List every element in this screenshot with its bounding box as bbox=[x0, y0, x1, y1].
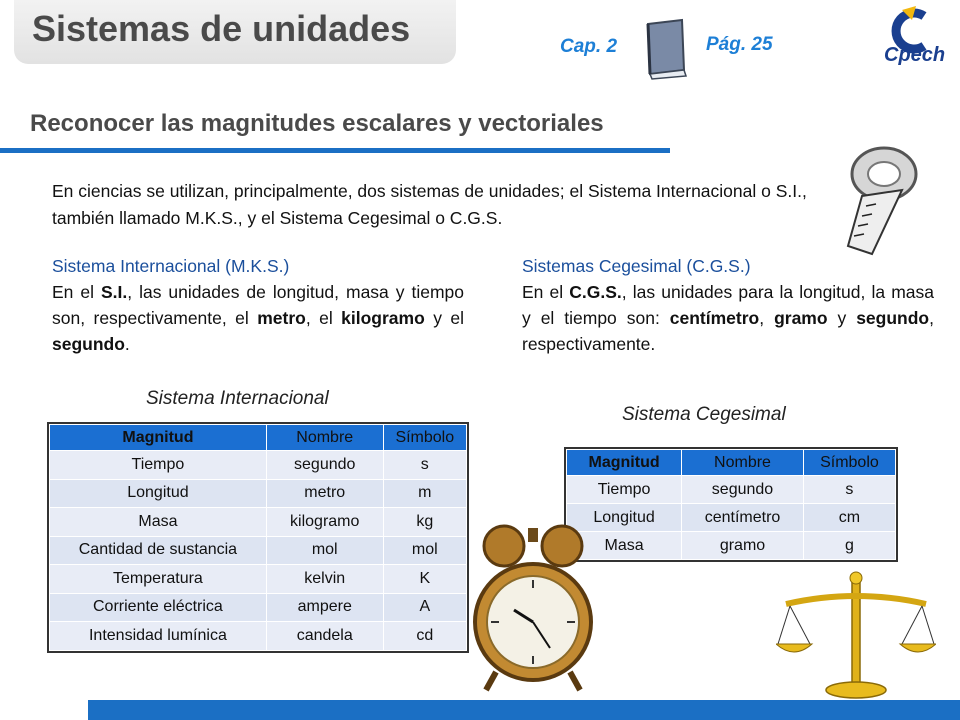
table-row bbox=[567, 532, 896, 560]
cgs-units-table bbox=[566, 449, 896, 560]
cgs-table-caption: Sistema Cegesimal bbox=[622, 404, 786, 425]
si-header-simbolo: Símbolo bbox=[383, 425, 466, 451]
cgs-text-2: , las unidades para la longitud, la masa y el tiempo son: bbox=[522, 282, 935, 328]
table-row bbox=[567, 476, 896, 504]
table-cell: Masa bbox=[50, 508, 267, 537]
table-cell: K bbox=[383, 565, 466, 594]
table-cell: Tiempo bbox=[567, 476, 682, 504]
si-heading: Sistema Internacional (M.K.S.) bbox=[52, 256, 290, 276]
table-cell: kg bbox=[383, 508, 466, 537]
logo-text: Cpech bbox=[884, 44, 946, 66]
cgs-heading: Sistemas Cegesimal (C.G.S.) bbox=[522, 256, 751, 276]
table-row bbox=[50, 565, 467, 594]
cgs-text-4: y bbox=[827, 308, 857, 328]
cgs-description bbox=[522, 253, 934, 357]
si-header-nombre: Nombre bbox=[266, 425, 383, 451]
table-cell: mol bbox=[383, 536, 466, 565]
si-text-5: . bbox=[124, 334, 130, 354]
table-cell: metro bbox=[266, 479, 383, 508]
si-bold-1: S.I. bbox=[100, 282, 128, 302]
table-row bbox=[50, 536, 467, 565]
section-subtitle: Reconocer las magnitudes escalares y vectoriales bbox=[30, 110, 604, 137]
page-label: Pág. 25 bbox=[706, 34, 773, 55]
si-table-caption: Sistema Internacional bbox=[146, 388, 329, 409]
table-row bbox=[50, 593, 467, 622]
table-cell: segundo bbox=[682, 476, 804, 504]
table-cell: segundo bbox=[266, 451, 383, 480]
cgs-bold-3: gramo bbox=[774, 308, 828, 328]
si-text-1: En el bbox=[52, 282, 101, 302]
table-cell: Tiempo bbox=[50, 451, 267, 480]
table-cell: Temperatura bbox=[50, 565, 267, 594]
table-cell: A bbox=[383, 593, 466, 622]
si-text-2: , las unidades de longitud, masa y tiempo son, respectivamente, el bbox=[52, 282, 464, 328]
cgs-bold-1: C.G.S. bbox=[569, 282, 622, 302]
cgs-header-nombre: Nombre bbox=[682, 450, 804, 476]
table-cell: kilogramo bbox=[266, 508, 383, 537]
si-text-3: , el bbox=[305, 308, 342, 328]
table-cell: m bbox=[383, 479, 466, 508]
si-bold-3: kilogramo bbox=[341, 308, 425, 328]
table-cell: Longitud bbox=[567, 504, 682, 532]
table-cell: Intensidad lumínica bbox=[50, 622, 267, 651]
table-cell: centímetro bbox=[682, 504, 804, 532]
table-cell: cm bbox=[803, 504, 895, 532]
cgs-header-simbolo: Símbolo bbox=[803, 450, 895, 476]
si-text-4: y el bbox=[424, 308, 464, 328]
table-row bbox=[50, 479, 467, 508]
si-bold-2: metro bbox=[257, 308, 306, 328]
table-cell: s bbox=[803, 476, 895, 504]
table-cell: gramo bbox=[682, 532, 804, 560]
table-cell: mol bbox=[266, 536, 383, 565]
subtitle-underline bbox=[0, 148, 670, 153]
table-cell: Masa bbox=[567, 532, 682, 560]
table-cell: ampere bbox=[266, 593, 383, 622]
table-cell: candela bbox=[266, 622, 383, 651]
measuring-tape-illustration bbox=[842, 140, 922, 258]
cgs-bold-2: centímetro bbox=[669, 308, 760, 328]
si-units-table bbox=[49, 424, 467, 651]
table-cell: s bbox=[383, 451, 466, 480]
table-cell: Cantidad de sustancia bbox=[50, 536, 267, 565]
si-bold-4: segundo bbox=[52, 334, 125, 354]
table-row bbox=[50, 508, 467, 537]
book-icon bbox=[638, 18, 698, 80]
table-cell: g bbox=[803, 532, 895, 560]
bottom-bar bbox=[88, 700, 960, 720]
balance-scale-illustration bbox=[776, 570, 936, 700]
table-row bbox=[50, 622, 467, 651]
table-row bbox=[50, 451, 467, 480]
si-header-magnitud: Magnitud bbox=[50, 425, 267, 451]
page-title: Sistemas de unidades bbox=[32, 8, 411, 49]
table-row bbox=[567, 504, 896, 532]
cgs-text-1: En el bbox=[522, 282, 570, 302]
alarm-clock-illustration bbox=[470, 522, 596, 694]
cgs-header-magnitud: Magnitud bbox=[567, 450, 682, 476]
table-cell: kelvin bbox=[266, 565, 383, 594]
intro-paragraph: En ciencias se utilizan, principalmente, dos sistemas de unidades; el Sistema Internacional o S.I., también llamado M.K.S., y el Sistema Cegesimal o C.G.S. bbox=[52, 181, 807, 228]
chapter-label: Cap. 2 bbox=[560, 36, 618, 57]
si-description bbox=[52, 253, 464, 357]
cgs-bold-4: segundo bbox=[856, 308, 930, 328]
table-cell: Longitud bbox=[50, 479, 267, 508]
table-cell: cd bbox=[383, 622, 466, 651]
table-cell: Corriente eléctrica bbox=[50, 593, 267, 622]
cgs-text-3: , bbox=[759, 308, 775, 328]
cgs-text-5: , respectivamente. bbox=[522, 308, 934, 354]
